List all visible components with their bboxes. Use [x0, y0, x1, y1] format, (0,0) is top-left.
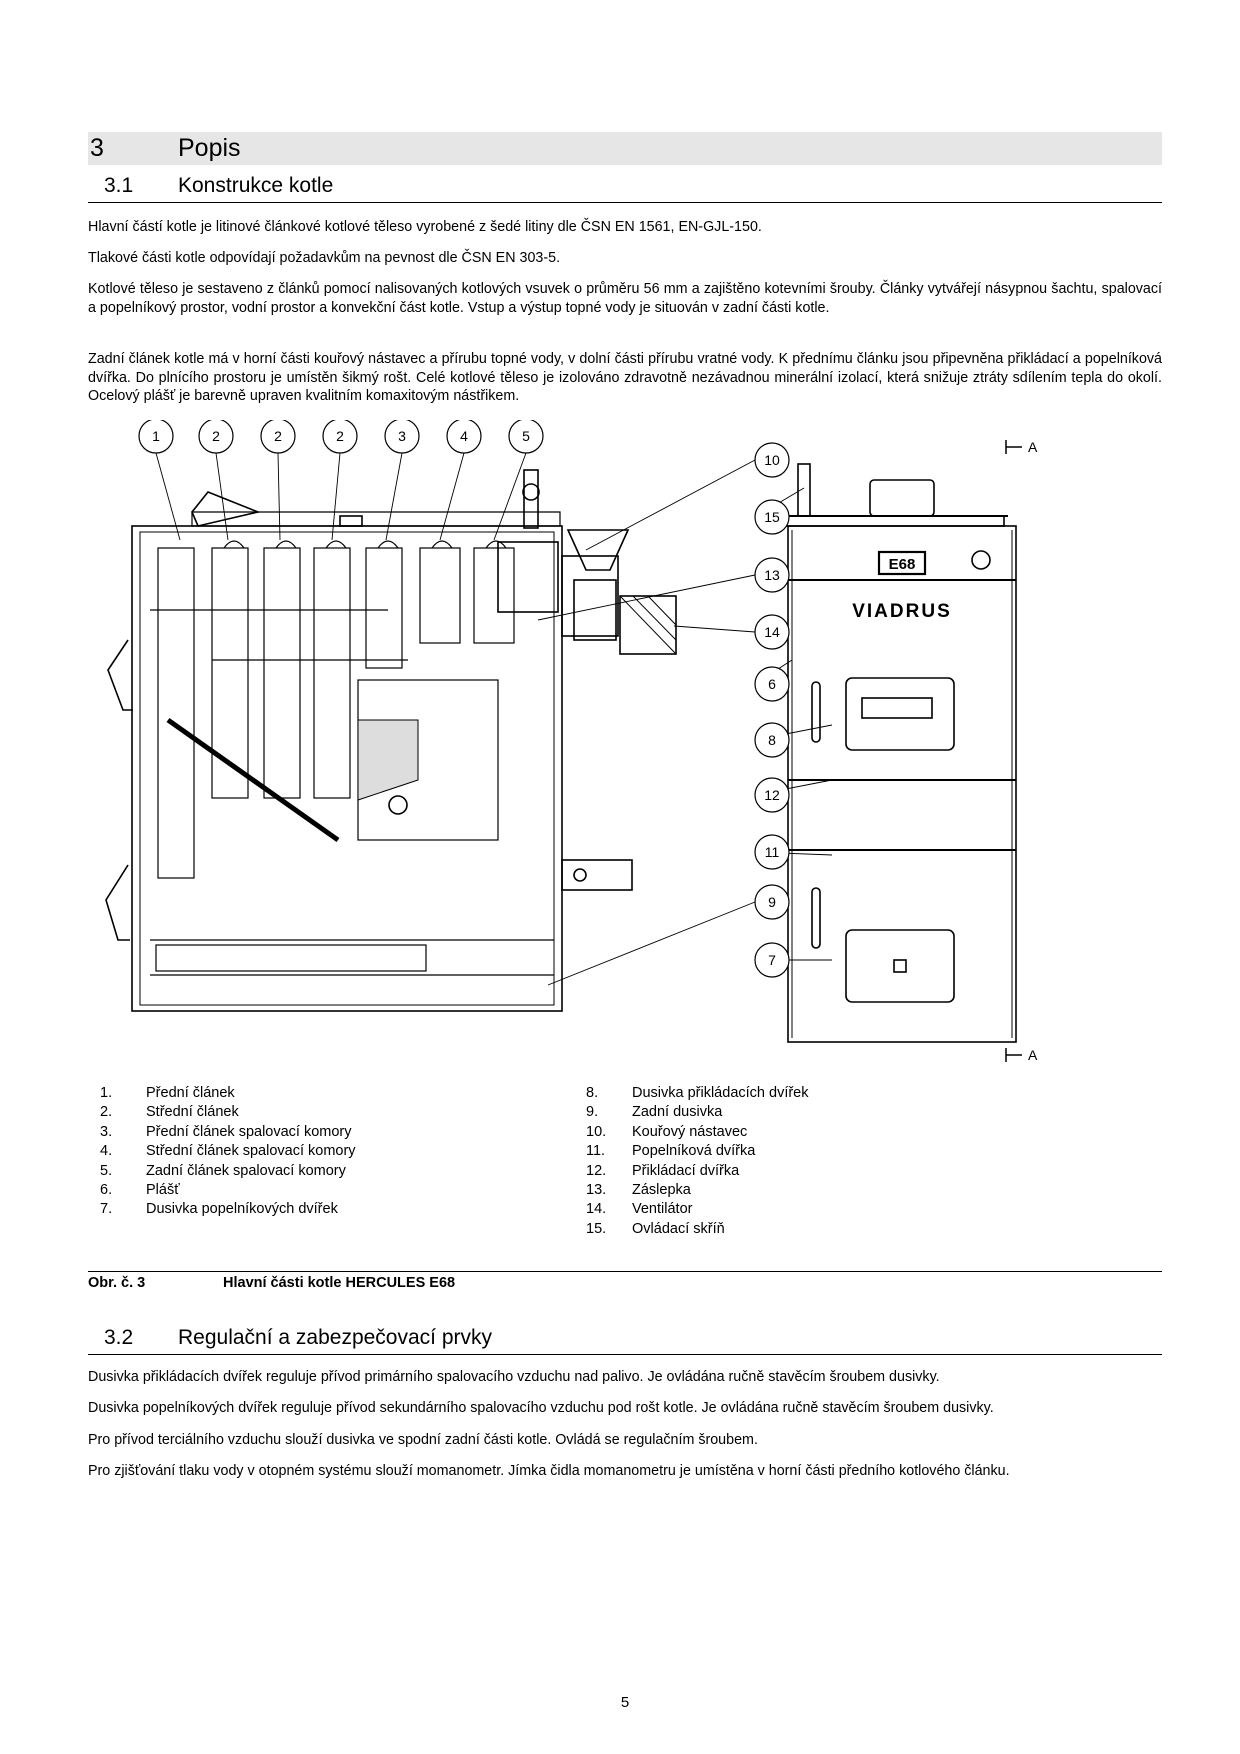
callout-2b: 2 — [274, 428, 282, 444]
callout-8: 8 — [768, 732, 776, 748]
brand-logo: VIADRUS — [852, 601, 952, 622]
boiler-figure — [88, 420, 1162, 1075]
paragraph: Dusivka popelníkových dvířek reguluje přívod sekundárního spalovacího vzduchu pod rošt kotle. Je ovládána ručně stavěcím šroubem dusivky. — [88, 1400, 994, 1416]
callout-13: 13 — [764, 567, 780, 583]
caption-label: Obr. č. 3 — [88, 1275, 146, 1291]
caption-text: Hlavní části kotle HERCULES E68 — [223, 1275, 456, 1291]
subsection-number: 3.1 — [104, 174, 134, 197]
section-marker-top: A — [1028, 439, 1038, 455]
subsection-title: Regulační a zabezpečovací prvky — [178, 1326, 493, 1349]
model-badge: E68 — [888, 556, 916, 573]
paragraph: Kotlové těleso je sestaveno z článků pomocí nalisovaných kotlových vsuvek o průměru 56 mm a zajištěno kotevními šrouby. Články vytvářejí násypnou šachtu, spalovací a popelníkový prostor, vodní prostor a konvekční část kotle. Vstup a výstup topné vody je situován v zadní části kotle. — [88, 281, 1162, 316]
callout-2a: 2 — [212, 428, 220, 444]
subsection-number: 3.2 — [104, 1326, 134, 1349]
callout-9: 9 — [768, 894, 776, 910]
paragraph: Zadní článek kotle má v horní části kouřový nástavec a přírubu topné vody, v dolní části přírubu vratné vody. K přednímu článku jsou připevněna přikládací a popelníková dvířka. Do plnícího prostoru je umístěn šikmý rošt. Celé kotlové těleso je izolováno zdravotně nezávadnou minerální izolací, která snižuje ztráty sdílením tepla do okolí. Ocelový plášť je barevně upraven kvalitním komaxitovým nástřikem. — [88, 351, 1162, 404]
callout-7: 7 — [768, 952, 776, 968]
callout-11: 11 — [764, 844, 780, 860]
callout-15: 15 — [764, 509, 780, 525]
page-number: 5 — [620, 1694, 630, 1711]
paragraph: Hlavní částí kotle je litinové článkové kotlové těleso vyrobené z šedé litiny dle ČSN EN 1561, EN-GJL-150. — [88, 219, 762, 235]
caption-divider — [88, 1271, 1162, 1272]
section-title: Popis — [178, 134, 241, 162]
callout-14: 14 — [764, 624, 780, 640]
subsection-title: Konstrukce kotle — [178, 174, 334, 197]
section-marker-bottom: A — [1028, 1047, 1038, 1063]
paragraph: Dusivka přikládacích dvířek reguluje přívod primárního spalovacího vzduchu nad palivo. Je ovládána ručně stavěcím šroubem dusivky. — [88, 1369, 940, 1385]
section-number: 3 — [90, 134, 104, 162]
callout-3: 3 — [398, 428, 406, 444]
callout-12: 12 — [764, 787, 780, 803]
section-heading — [88, 132, 1162, 165]
paragraph: Pro přívod terciálního vzduchu slouží dusivka ve spodní zadní části kotle. Ovládá se regulačním šroubem. — [88, 1432, 758, 1448]
paragraph: Pro zjišťování tlaku vody v otopném systému slouží momanometr. Jímka čidla momanometru je umístěna v horní části předního kotlového článku. — [88, 1463, 1010, 1479]
callout-2c: 2 — [336, 428, 344, 444]
callout-5: 5 — [522, 428, 530, 444]
callout-6: 6 — [768, 676, 776, 692]
subsection-heading-3-2 — [88, 1324, 1162, 1355]
paragraph: Tlakové části kotle odpovídají požadavkům na pevnost dle ČSN EN 303-5. — [88, 250, 561, 266]
callout-1: 1 — [152, 428, 160, 444]
callout-10: 10 — [764, 452, 780, 468]
callout-4: 4 — [460, 428, 468, 444]
subsection-heading-3-1 — [88, 172, 1162, 203]
callouts — [88, 420, 1162, 1075]
